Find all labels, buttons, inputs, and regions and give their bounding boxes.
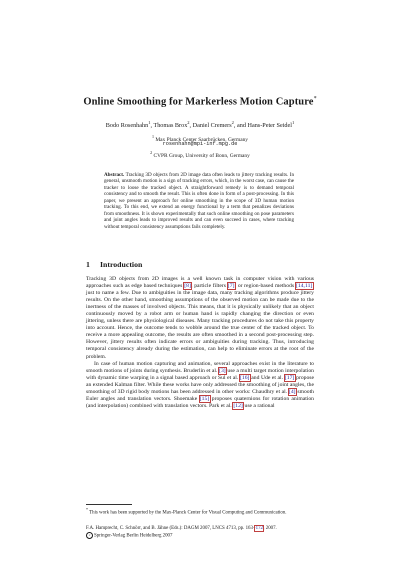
author-affil-mark: 1 [292,120,295,125]
footnote-divider [86,504,132,505]
text-run: propose an extended Kalman filter. While these works have only addressed the smoothing of joint angles, the smoothing of 3D rigid body motions has been addressed in other works: Chaudhry et al. [86,374,314,395]
text-run: and Ude et al. [249,374,285,381]
body-text [86,276,314,410]
abstract-text: Tracking 3D objects from 2D image data often leads to jittery tracking results. In general, unsmooth motion is a sign of tracking errors, which, in the worst case, can cause the tracker to loose the tracked object. A straightforward remedy is to demand temporal consistency and to smooth the result. This is often done in form of a post-processing. In this paper, we present an approach for online smoothing in the scope of 3D human motion tracking. To this end, we extend an energy functional by a term that penalizes deviations from smoothness. It is shown experimentally that such online smoothing on pose parameters and joint angles leads to improved results and can even succeed in cases, where tracking without temporal consistency assumptions fails completely. [104,172,294,230]
author-separator: , [150,122,154,130]
text-run: , or region-based methods [234,283,296,290]
citation-link[interactable]: [4] [288,388,296,395]
author-separator: , and [233,122,248,130]
text-run: smooth Euler angles and translation vectors. Shoemake [86,388,314,402]
author-list [0,120,400,129]
footnote-text: This work has been supported by the Max-Planck Center for Visual Computing and Communication. [89,510,287,516]
author-separator: , [189,122,193,130]
citation-link[interactable]: [8] [184,283,191,290]
citation-link[interactable]: [16] [240,374,250,381]
author-affil-mark: 2 [187,120,190,125]
author-name: Bodo Rosenhahn [105,122,149,130]
paper-title [0,96,400,108]
citation-link[interactable]: [7] [227,283,235,290]
paragraph-1 [86,276,314,361]
text-run: Tracking 3D objects from 2D images is a well known task in computer vision with various approaches such as edge based techniques [86,276,314,290]
copyright-icon: c [86,532,93,539]
footnote-mark: * [86,507,88,512]
citation-link[interactable]: [15] [199,395,210,402]
citation-link[interactable]: [12] [233,402,243,409]
author-affil-mark: 2 [231,120,234,125]
section-number: 1 [86,260,90,269]
author-email[interactable]: rosenhahn@mpi-inf.mpg.de [162,141,238,147]
text-run: proposes quaternions for rotation animation (and interpolation) combined with translation vectors. Park et al. [86,395,314,409]
text-run: , 2007. [263,526,277,531]
author-affil-mark: 1 [148,120,151,125]
text-run: , just to name a few. Due to ambiguities in the image data, many tracking algorithms produce jittery results. On the other hand, smoothing assumptions of the observed motion can be made due to the inertness of the masses of involved objects. This means, that it is physically unlikely that an object continuously moved by a robot arm or human hand is rapidly changing the direction or even jittering, unless there are physiological diseases. Many tracking procedures do not take this property into account. Hence, the outcome tends to wobble around the true center of the tracked object. To receive a more appealing outcome, the results are often smoothed in a second post-processing step. However, jittery results often indicate errors or ambiguities during tracking. Thus, introducing temporal consistency already during the estimation, can help to eliminate errors at the root of the problem. [86,283,314,360]
citation-link[interactable]: [3] [219,367,226,374]
page-range-link[interactable]: 172 [255,526,263,531]
abstract [104,172,294,230]
affiliation-2 [0,149,400,160]
copyright-line [86,532,314,540]
citation-link[interactable]: [14,11] [296,283,313,290]
publisher-text: Springer-Verlag Berlin Heidelberg 2007 [94,533,173,539]
author-name: Hans-Peter Seidel [247,122,292,130]
title-footnote-mark: * [313,96,317,102]
affiliation-name: Max Planck Center Saarbrücken, Germany [155,136,249,143]
text-run: use a multi target motion interpolation with dynamic time warping in a signal based approach or Sul et al. [86,367,314,381]
section-title: Introduction [100,260,143,269]
text-run: use a rational [243,402,275,409]
author-name: Daniel Cremers [192,122,232,130]
title-text: Online Smoothing for Markerless Motion Capture [83,96,314,108]
text-run: In case of human motion capturing and animation, several approaches exist in the literature to smooth motions of joints during synthesis. Bruderlin et al. [86,360,314,374]
paragraph-2 [86,361,314,410]
affiliation-mark: 2 [150,150,153,155]
publication-footer [86,526,314,540]
affiliation-name: CVPR Group, University of Bonn, Germany [153,152,250,159]
section-heading [86,260,142,269]
text-run: F.A. Hamprecht, C. Schnörr, and B. Jähne (Eds.): DAGM 2007, LNCS 4713, pp. 163– [86,526,256,531]
footnote [86,507,314,517]
text-run: , particle filters [191,283,228,290]
abstract-label: Abstract. [104,172,125,178]
affiliation-mark: 1 [151,134,154,139]
citation-link[interactable]: [17] [284,374,295,381]
author-name: Thomas Brox [153,122,188,130]
